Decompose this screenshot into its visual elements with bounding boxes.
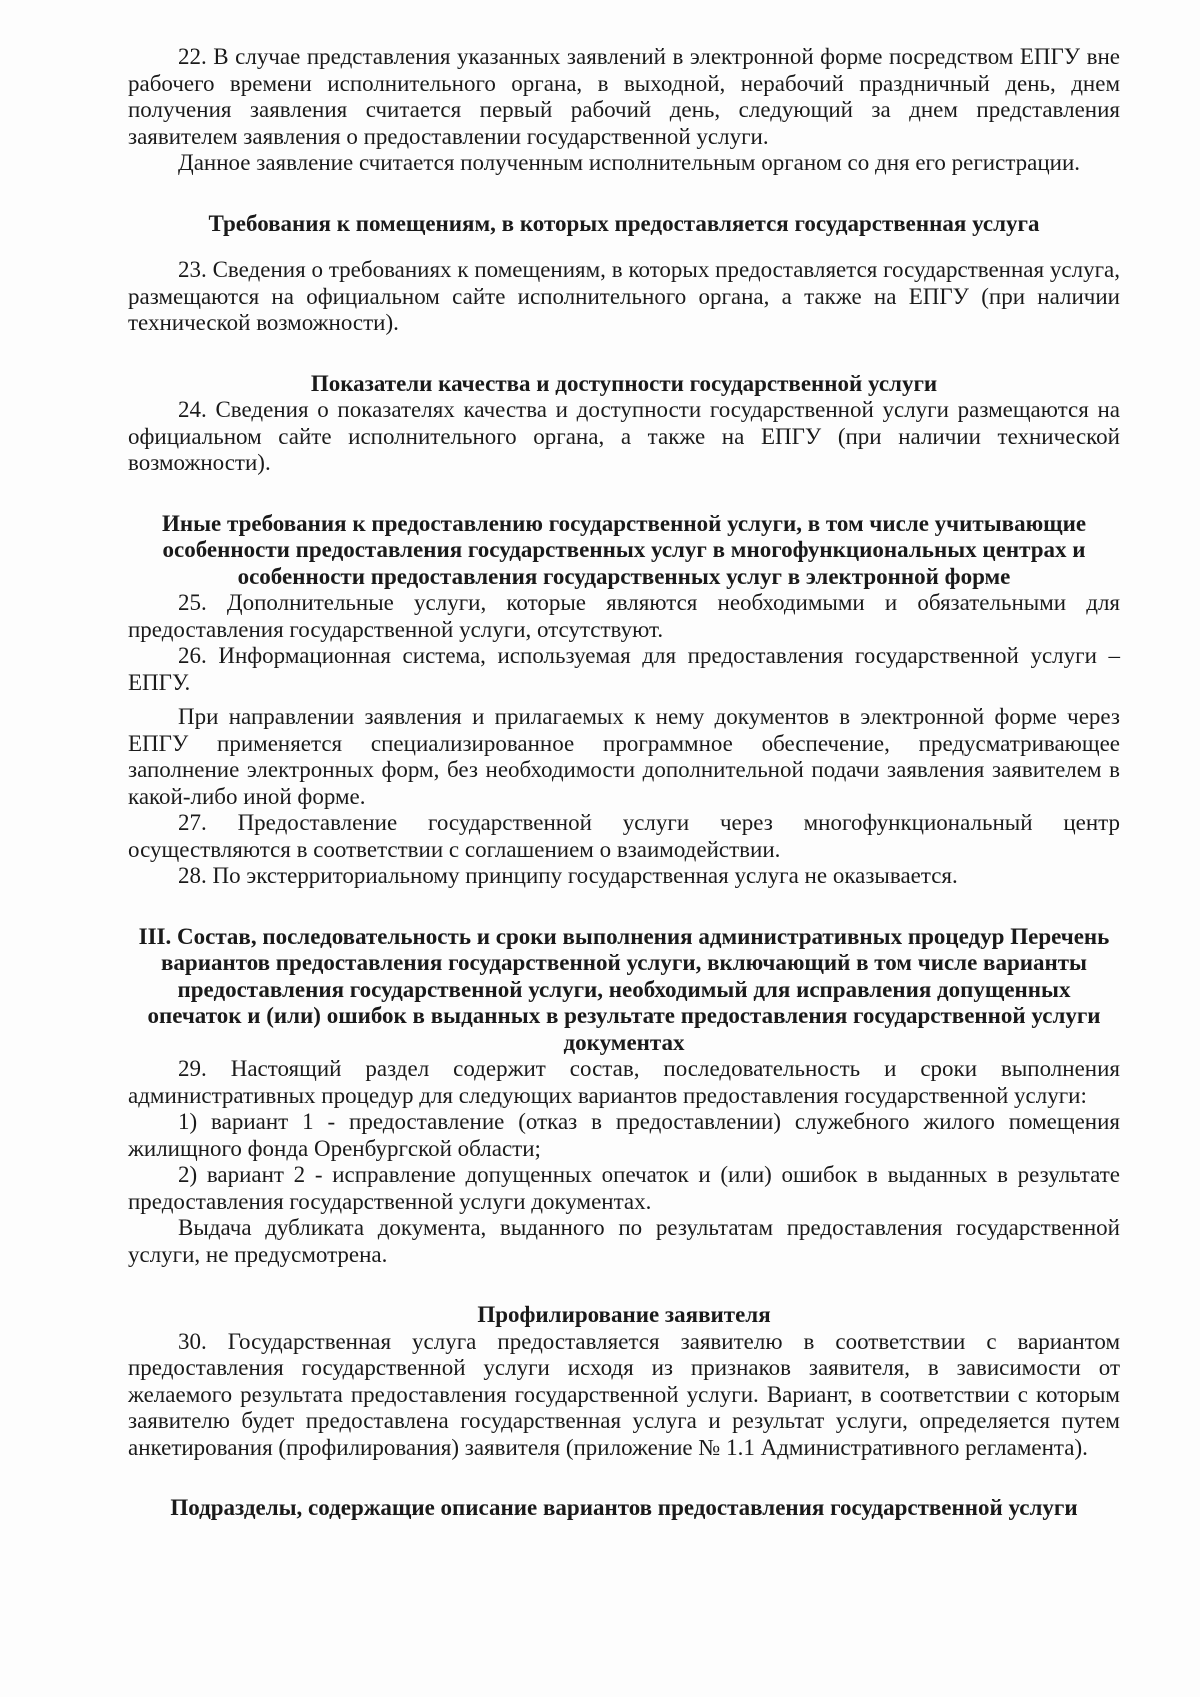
heading-profiling: Профилирование заявителя bbox=[477, 1302, 771, 1327]
paragraph-29: 29. Настоящий раздел содержит состав, последовательность и сроки выполнения административных процедур для следующих вариантов предоставления государственной услуги: bbox=[128, 1056, 1120, 1108]
paragraph-26: 26. Информационная система, используемая для предоставления государственной услуги – ЕПГУ. bbox=[128, 643, 1120, 695]
heading-quality: Показатели качества и доступности государственной услуги bbox=[310, 370, 938, 396]
paragraph-24: 24. Сведения о показателях качества и доступности государственной услуги размещаются на официальном сайте исполнительного органа, а также на ЕПГУ (при наличии технической возможности). bbox=[128, 397, 1120, 475]
heading-section-3: III. Состав, последовательность и сроки выполнения административных процедур Перечень вариантов предоставления государственной услуги, включающий в том числе варианты предоставления государственной услуги, необходимый для исправления допущенных опечаток и (или) ошибок в выданных в результате предоставления государственной услуги документах bbox=[138, 923, 1110, 1055]
paragraph-22-continued: Данное заявление считается полученным исполнительным органом со дня его регистрации. bbox=[178, 150, 1081, 175]
paragraph-29-variant-2: 2) вариант 2 - исправление допущенных опечаток и (или) ошибок в выданных в результате предоставления государственной услуги документах. bbox=[128, 1162, 1120, 1214]
paragraph-27: 27. Предоставление государственной услуги через многофункциональный центр осуществляются в соответствии с соглашением о взаимодействии. bbox=[128, 810, 1120, 862]
paragraph-29-variant-1: 1) вариант 1 - предоставление (отказ в предоставлении) служебного жилого помещения жилищного фонда Оренбургской области; bbox=[128, 1109, 1120, 1161]
heading-subsections: Подразделы, содержащие описание вариантов предоставления государственной услуги bbox=[170, 1495, 1078, 1520]
paragraph-29-duplicate: Выдача дубликата документа, выданного по результатам предоставления государственной услуги, не предусмотрена. bbox=[128, 1215, 1120, 1267]
heading-premises: Требования к помещениям, в которых предоставляется государственная услуга bbox=[208, 210, 1040, 236]
paragraph-28: 28. По экстерриториальному принципу государственная услуга не оказывается. bbox=[178, 863, 958, 888]
paragraph-26-continued: При направлении заявления и прилагаемых к нему документов в электронной форме через ЕПГУ применяется специализированное программное обеспечение, предусматривающее заполнение электронных форм, без необходимости дополнительной подачи заявления заявителем в какой-либо иной форме. bbox=[128, 704, 1120, 809]
paragraph-22: 22. В случае представления указанных заявлений в электронной форме посредством ЕПГУ вне рабочего времени исполнительного органа, в выходной, нерабочий праздничный день, днем получения заявления считается первый рабочий день, следующий за днем представления заявителем заявления о предоставлении государственной услуги. bbox=[128, 44, 1120, 149]
heading-other-requirements: Иные требования к предоставлению государственной услуги, в том числе учитывающие особенности предоставления государственных услуг в многофункциональных центрах и особенности предоставления государственных услуг в электронной форме bbox=[161, 510, 1087, 589]
paragraph-30: 30. Государственная услуга предоставляется заявителю в соответствии с вариантом предоставления государственной услуги исходя из признаков заявителя, в зависимости от желаемого результата предоставления государственной услуги. Вариант, в соответствии с которым заявителю будет предоставлена государственная услуга и результат услуги, определяется путем анкетирования (профилирования) заявителя (приложение № 1.1 Административного регламента). bbox=[128, 1328, 1120, 1460]
paragraph-25: 25. Дополнительные услуги, которые являются необходимыми и обязательными для предоставления государственной услуги, отсутствуют. bbox=[128, 590, 1120, 642]
paragraph-23: 23. Сведения о требованиях к помещениям, в которых предоставляется государственная услуга, размещаются на официальном сайте исполнительного органа, а также на ЕПГУ (при наличии технической возможности). bbox=[128, 257, 1120, 335]
